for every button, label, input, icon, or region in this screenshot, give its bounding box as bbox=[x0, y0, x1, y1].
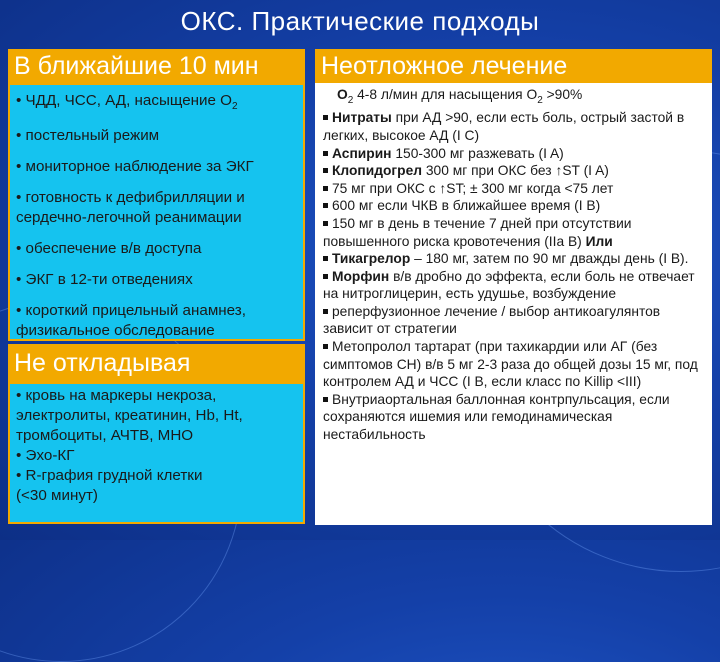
bullet-icon bbox=[323, 203, 328, 208]
list-item-metoprolol: Метопролол тартарат (при тахикардии или АГ (без симптомов СН) в/в 5 мг 2-3 раза до общей дозы 15 мг, под контролем АД и ЧСС (I B, если класс по Killip <III) bbox=[323, 339, 698, 390]
list-item-morphine: Морфин в/в дробно до эффекта, если боль не отвечает на нитроглицерин, есть удушье, возбуждение bbox=[323, 268, 695, 302]
list-item: • готовность к дефибрилляции и сердечно-легочной реанимации bbox=[16, 189, 245, 227]
list-item-balloon-pump: Внутриаортальная баллонная контрпульсация, если сохраняются ишемия или гемодинамическая нестабильность bbox=[323, 391, 670, 443]
list-item-dose-75: 75 мг при ОКС с ↑ST; ± 300 мг когда <75 лет bbox=[323, 180, 706, 198]
bullet-icon bbox=[323, 151, 328, 156]
list-item-oxygen: $О_2$ 4-8 л/мин для насыщения $О_2 >90\%$ bbox=[337, 87, 583, 106]
bullet-icon bbox=[323, 256, 328, 261]
list-item: • Эхо-КГ bbox=[16, 447, 75, 464]
list-item-reperfusion: реперфузионное лечение / выбор антикоагулянтов зависит от стратегии bbox=[323, 303, 661, 337]
first-10-min-panel bbox=[8, 83, 305, 341]
urgent-treatment-panel bbox=[315, 83, 712, 525]
list-item-nitrates: Нитраты при АД >90, если есть боль, острый застой в легких, высокое АД (I C) bbox=[323, 110, 685, 143]
list-item: • ЧДД, ЧСС, АД, насыщение $О_2$ bbox=[16, 92, 238, 113]
list-item: • R-графия грудной клетки bbox=[16, 467, 203, 484]
list-item-dose-600: 600 мг если ЧКВ в ближайшее время (I B) bbox=[323, 197, 706, 215]
bullet-icon bbox=[323, 274, 328, 279]
list-item: • обеспечение в/в доступа bbox=[16, 240, 202, 258]
header-urgent-treatment: Неотложное лечение bbox=[315, 49, 712, 83]
bullet-icon bbox=[323, 344, 328, 349]
list-item: (<30 минут) bbox=[16, 487, 98, 504]
header-first-10-min: В ближайшие 10 мин bbox=[8, 49, 305, 83]
list-item-ticagrelor: Тикагрелор – 180 мг, затем по 90 мг дважды день (I B). bbox=[323, 250, 706, 268]
list-item: • постельный режим bbox=[16, 127, 160, 145]
bullet-icon bbox=[323, 221, 328, 226]
list-item: • короткий прицельный анамнез, физикальное обследование bbox=[16, 302, 246, 340]
list-item: • ЭКГ в 12-ти отведениях bbox=[16, 271, 193, 289]
bullet-icon bbox=[323, 397, 328, 402]
list-item-dose-150: 150 мг в день в течение 7 дней при отсутствии повышенного риска кровотечения (IIa B) Или bbox=[323, 215, 632, 249]
header-without-delay: Не откладывая bbox=[8, 344, 305, 382]
list-item: • кровь на маркеры некроза, электролиты, креатинин, Hb, Ht, тромбоциты, АЧТВ, МНО bbox=[16, 387, 243, 444]
without-delay-panel bbox=[8, 382, 305, 524]
bullet-icon bbox=[323, 309, 328, 314]
list-item: • мониторное наблюдение за ЭКГ bbox=[16, 158, 254, 176]
bullet-icon bbox=[323, 186, 328, 191]
list-item-clopidogrel: Клопидогрел 300 мг при ОКС без ↑ST (I A) bbox=[323, 162, 706, 180]
page-title: ОКС. Практические подходы bbox=[180, 6, 540, 36]
bullet-icon bbox=[323, 168, 328, 173]
list-item-aspirin: Аспирин 150-300 мг разжевать (I A) bbox=[323, 145, 706, 163]
bullet-icon bbox=[323, 115, 328, 120]
